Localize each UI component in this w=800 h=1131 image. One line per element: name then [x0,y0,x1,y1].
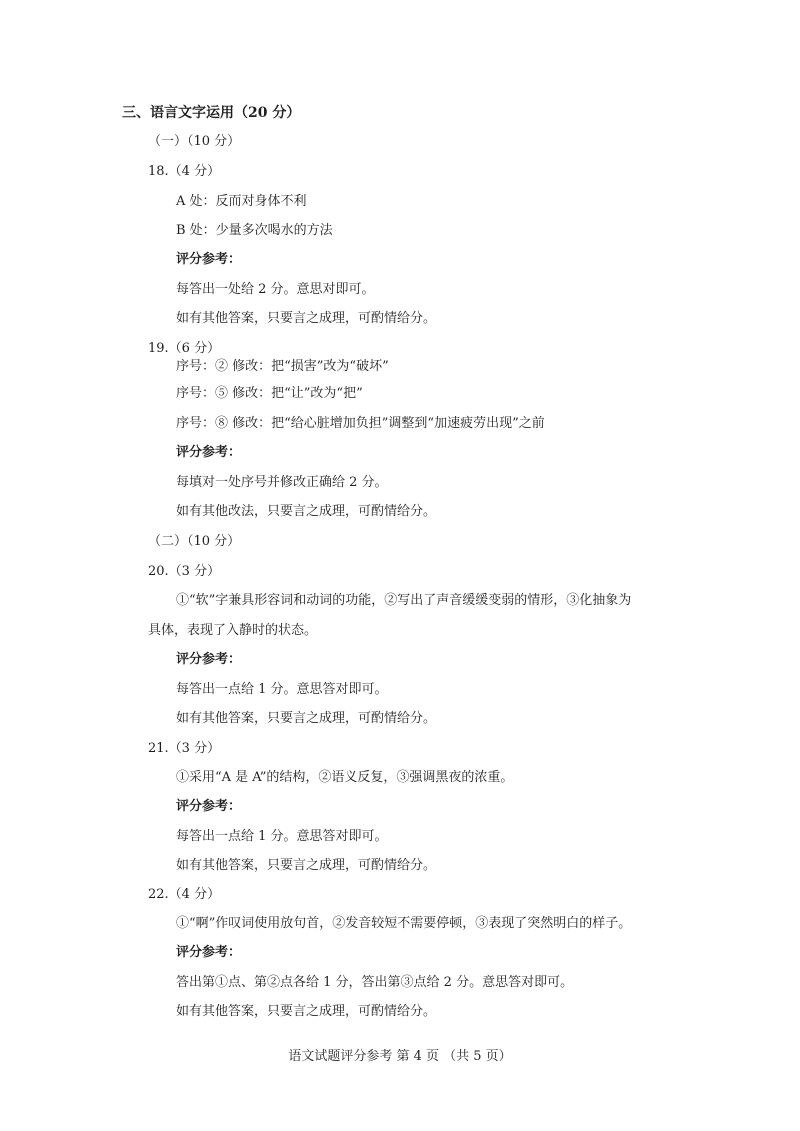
question-20-answer-line-2: 具体，表现了入静时的状态。 [148,623,318,638]
question-19-answer-1: 序号：② 修改：把“损害”改为“破坏” [176,359,389,374]
question-21-number: 21.（3 分） [148,741,221,756]
question-18-scoring-rule: 每答出一处给 2 分。意思对即可。 [176,282,375,297]
question-22-scoring-rule: 答出第①点、第②点各给 1 分，答出第③点给 2 分。意思答对即可。 [176,975,574,990]
question-19-answer-2: 序号：⑤ 修改：把“让”改为“把” [176,386,363,401]
question-19-scoring-note: 如有其他改法，只要言之成理，可酌情给分。 [176,504,437,519]
question-18-answer-b: B 处：少量多次喝水的方法 [176,223,333,238]
question-20-answer-line-1: ①“软”字兼具形容词和动词的功能，②写出了声音缓缓变弱的情形，③化抽象为 [176,593,632,608]
question-18-scoring-note: 如有其他答案，只要言之成理，可酌情给分。 [176,311,437,326]
section-title: 三、语言文字运用（20 分） [122,105,301,121]
question-21-scoring-note: 如有其他答案，只要言之成理，可酌情给分。 [176,858,437,873]
question-20-scoring-note: 如有其他答案，只要言之成理，可酌情给分。 [176,711,437,726]
question-22-scoring-label: 评分参考： [176,945,242,960]
question-21-scoring-label: 评分参考： [176,799,242,814]
question-19-answer-3: 序号：⑧ 修改：把“给心脏增加负担”调整到“加速疲劳出现”之前 [176,416,545,431]
question-18-answer-a: A 处：反而对身体不利 [176,194,307,209]
question-22-scoring-note: 如有其他答案，只要言之成理，可酌情给分。 [176,1004,437,1019]
part-two-heading: （二）（10 分） [148,534,241,549]
page-footer: 语文试题评分参考 第 4 页 （共 5 页） [288,1049,512,1064]
question-20-number: 20.（3 分） [148,564,221,579]
question-19-scoring-label: 评分参考： [176,445,242,460]
question-22-number: 22.（4 分） [148,887,221,902]
question-18-scoring-label: 评分参考： [176,252,242,267]
question-21-scoring-rule: 每答出一点给 1 分。意思答对即可。 [176,829,388,844]
question-19-number: 19.（6 分） [148,341,221,356]
question-21-answer: ①采用“A 是 A”的结构，②语义反复，③强调黑夜的浓重。 [176,770,514,785]
part-one-heading: （一）（10 分） [148,134,241,149]
question-20-scoring-rule: 每答出一点给 1 分。意思答对即可。 [176,682,388,697]
question-19-scoring-rule: 每填对一处序号并修改正确给 2 分。 [176,475,388,490]
question-20-scoring-label: 评分参考： [176,652,242,667]
question-18-number: 18.（4 分） [148,164,221,179]
question-22-answer: ①“啊”作叹词使用放句首，②发音较短不需要停顿，③表现了突然明白的样子。 [176,916,632,931]
